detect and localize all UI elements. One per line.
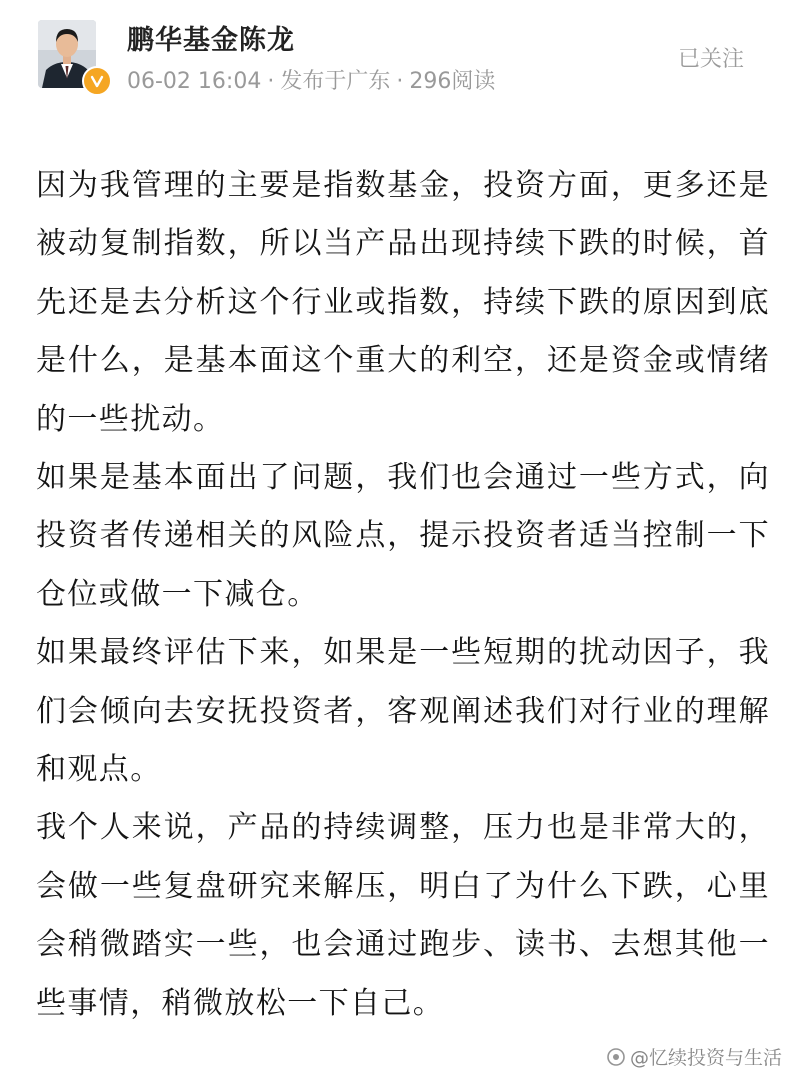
watermark-text: @忆续投资与生活 [629, 1047, 782, 1069]
post-paragraph: 因为我管理的主要是指数基金，投资方面，更多还是被动复制指数，所以当产品出现持续下跌的时候，首先还是去分析这个行业或指数，持续下跌的原因到底是什么，是基本面这个重大的利空，还是资金或情绪的一些扰动。 [36, 168, 770, 437]
post-meta [127, 64, 495, 95]
post-timestamp: 06-02 16:04 [127, 69, 262, 94]
post-location: 发布于广东 [280, 69, 391, 94]
post-body [36, 157, 770, 1033]
meta-separator: · [396, 69, 404, 94]
post-paragraph: 如果最终评估下来，如果是一些短期的扰动因子，我们会倾向去安抚投资者，客观阐述我们对行业的理解和观点。 [36, 635, 770, 788]
follow-button[interactable]: 已关注 [677, 47, 744, 72]
read-count: 296阅读 [409, 69, 496, 94]
author-name[interactable]: 鹏华基金陈龙 [127, 25, 295, 56]
watermark [606, 1043, 782, 1070]
verified-badge-icon [82, 66, 112, 96]
watermark-logo-icon [606, 1047, 626, 1067]
avatar-group[interactable] [38, 20, 110, 92]
post-paragraph: 如果是基本面出了问题，我们也会通过一些方式，向投资者传递相关的风险点，提示投资者适当控制一下仓位或做一下减仓。 [36, 460, 770, 612]
meta-separator: · [267, 69, 275, 94]
post-paragraph: 我个人来说，产品的持续调整，压力也是非常大的，会做一些复盘研究来解压，明白了为什么下跌，心里会稍微踏实一些，也会通过跑步、读书、去想其他一些事情，稍微放松一下自己。 [36, 810, 770, 1021]
post-header [0, 0, 800, 120]
